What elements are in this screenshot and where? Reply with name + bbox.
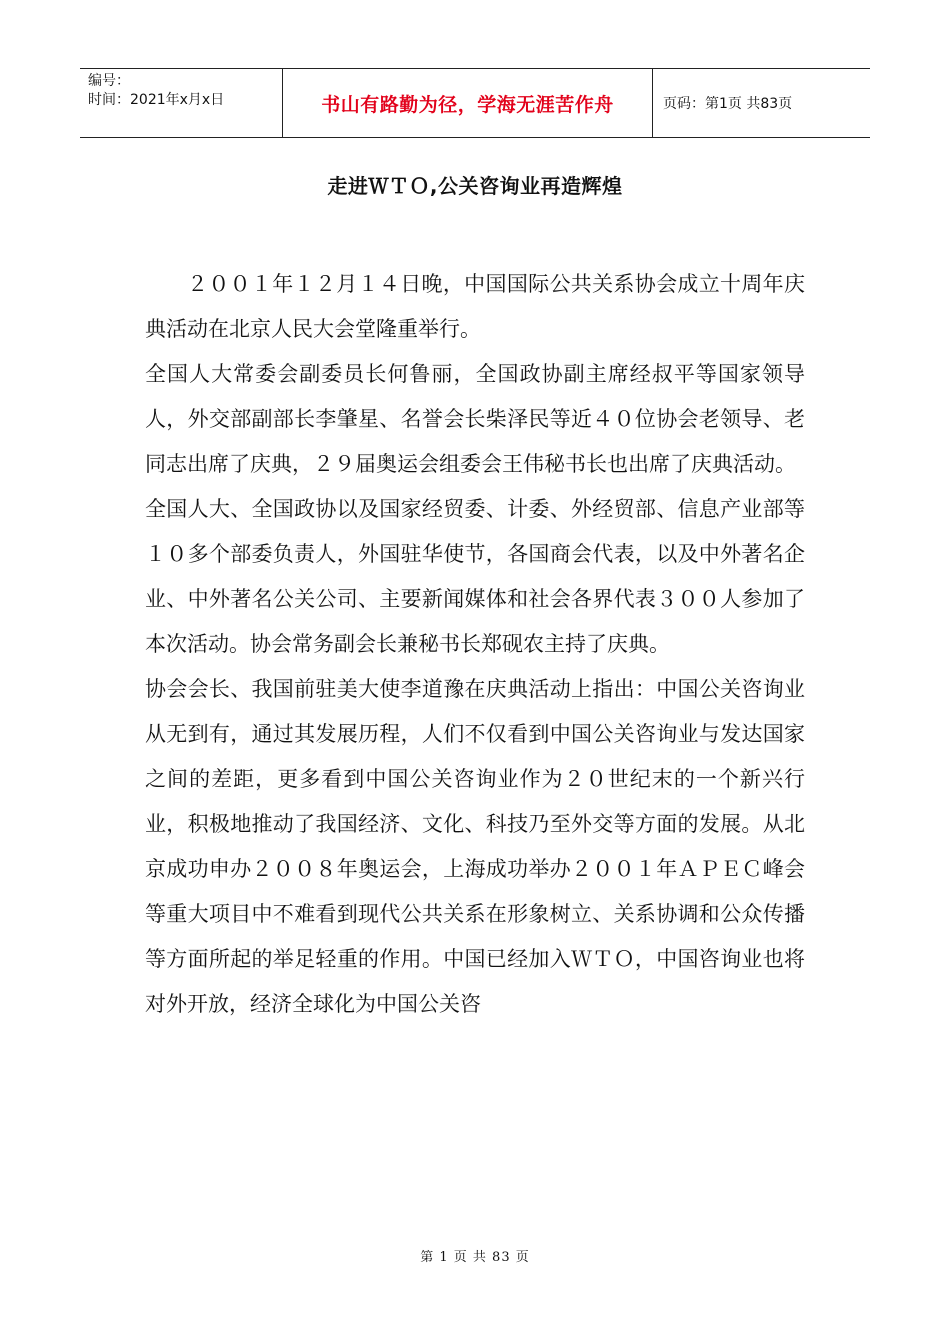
paragraph: 全国人大、全国政协以及国家经贸委、计委、外经贸部、信息产业部等１０多个部委负责人，外国驻华使节，各国商会代表，以及中外著名企业、中外著名公关公司、主要新闻媒体和社会各界代表３００人参加了本次活动。协会常务副会长兼秘书长郑砚农主持了庆典。 bbox=[145, 497, 805, 656]
document-body bbox=[145, 262, 805, 1027]
page-footer: 第 1 页 共 83 页 bbox=[420, 1250, 530, 1265]
document-title: 走进ＷＴＯ,公关咨询业再造辉煌 bbox=[327, 174, 623, 198]
number-label: 编号： bbox=[88, 73, 130, 89]
header-meta bbox=[80, 69, 283, 137]
document-header bbox=[80, 68, 870, 138]
header-motto: 书山有路勤为径，学海无涯苦作舟 bbox=[283, 69, 653, 137]
header-page-info: 页码：第1页 共83页 bbox=[663, 96, 793, 112]
time-label: 时间：2021年x月x日 bbox=[88, 92, 225, 108]
paragraph: 全国人大常委会副委员长何鲁丽，全国政协副主席经叔平等国家领导人，外交部副部长李肇星、名誉会长柴泽民等近４０位协会老领导、老同志出席了庆典，２９届奥运会组委会王伟秘书长也出席了庆典活动。 bbox=[145, 362, 805, 476]
paragraph: 协会会长、我国前驻美大使李道豫在庆典活动上指出：中国公关咨询业从无到有，通过其发展历程，人们不仅看到中国公关咨询业与发达国家之间的差距，更多看到中国公关咨询业作为２０世纪末的一个新兴行业，积极地推动了我国经济、文化、科技乃至外交等方面的发展。从北京成功申办２００８年奥运会，上海成功举办２００１年ＡＰＥＣ峰会等重大项目中不难看到现代公共关系在形象树立、关系协调和公众传播等方面所起的举足轻重的作用。中国已经加入ＷＴＯ，中国咨询业也将对外开放，经济全球化为中国公关咨 bbox=[145, 677, 805, 1016]
paragraph: ２００１年１２月１４日晚，中国国际公共关系协会成立十周年庆典活动在北京人民大会堂隆重举行。 bbox=[145, 272, 805, 341]
